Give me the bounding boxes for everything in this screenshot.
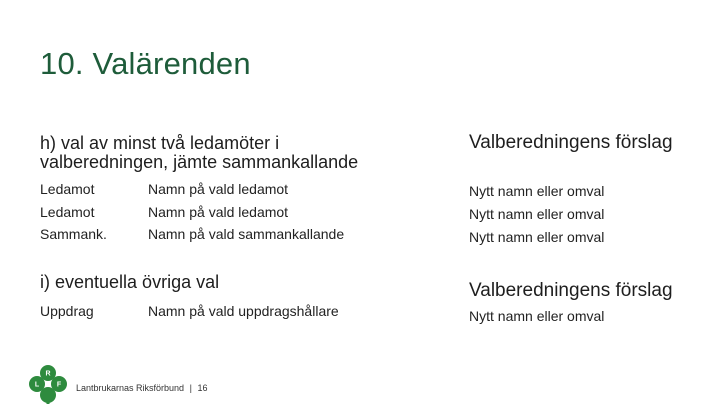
section-i-heading: i) eventuella övriga val (40, 272, 220, 292)
table-row-proposal: Nytt namn eller omval (469, 229, 605, 245)
section-h-heading (40, 134, 358, 172)
svg-text:F: F (56, 381, 62, 389)
footer-organization: Lantbrukarnas Riksförbund (76, 383, 185, 393)
table-row-proposal: Nytt namn eller omval (469, 206, 605, 222)
section-h-heading-line1: h) val av minst två ledamöter i (40, 133, 280, 153)
page-title: 10. Valärenden (40, 46, 251, 81)
table-row-role: Ledamot (40, 181, 95, 197)
footer-text (76, 383, 207, 393)
page-number: 16 (197, 383, 208, 393)
svg-text:L: L (34, 381, 40, 389)
section-h-heading-line2: valberedningen, jämte sammankallande (40, 152, 359, 172)
table-row-proposal: Nytt namn eller omval (469, 308, 605, 324)
section-i-proposal-heading: Valberedningens förslag (469, 280, 673, 301)
lrf-clover-logo-icon (26, 362, 70, 404)
svg-text:R: R (45, 370, 51, 378)
table-row-role: Uppdrag (40, 303, 94, 319)
table-row-name: Namn på vald uppdragshållare (148, 303, 339, 319)
table-row-name: Namn på vald ledamot (148, 181, 289, 197)
table-row-role: Ledamot (40, 204, 95, 220)
footer-separator: | (189, 383, 192, 393)
table-row-role: Sammank. (40, 226, 107, 242)
table-row-proposal: Nytt namn eller omval (469, 183, 605, 199)
table-row-name: Namn på vald ledamot (148, 204, 289, 220)
table-row-name: Namn på vald sammankallande (148, 226, 345, 242)
section-h-proposal-heading: Valberedningens förslag (469, 132, 673, 153)
